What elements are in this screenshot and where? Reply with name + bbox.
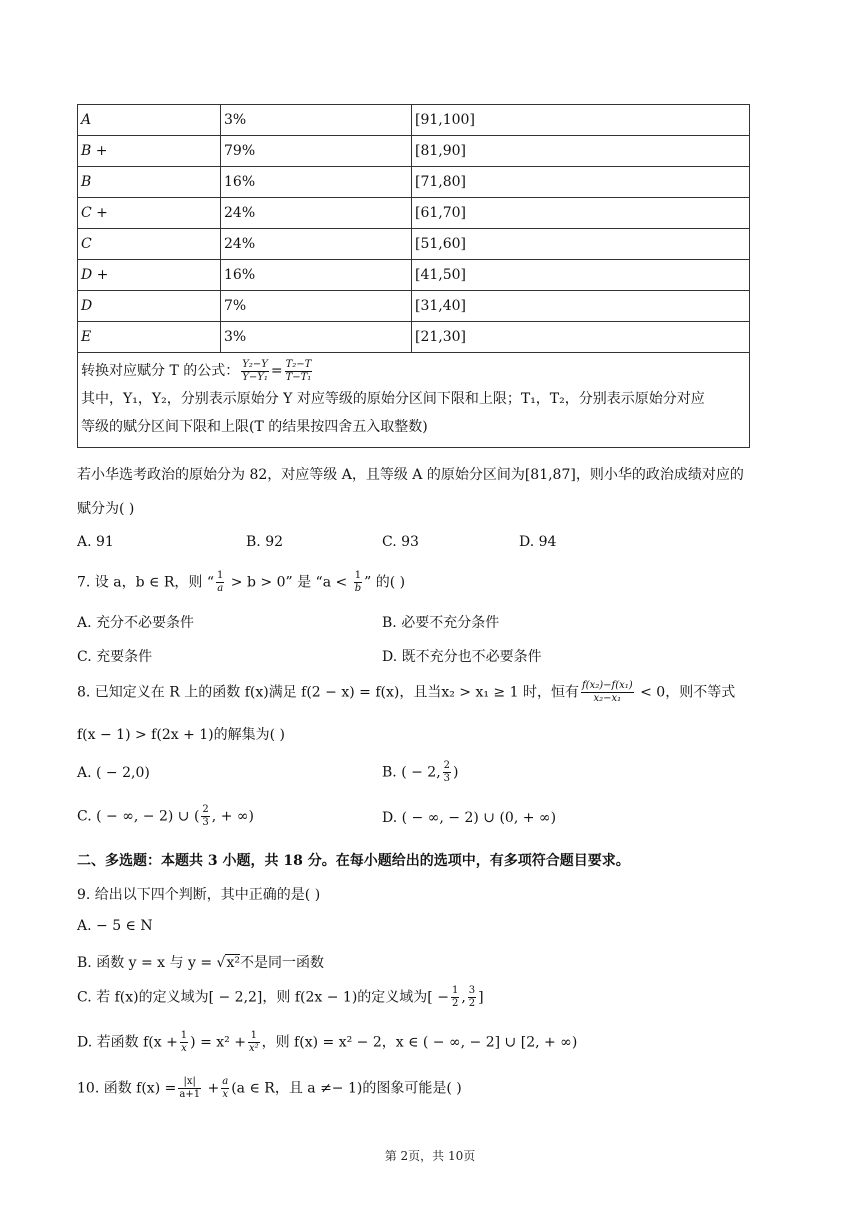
formula-fraction-left-den: Y−Y₁ bbox=[242, 371, 268, 383]
q9-option-d-f2-den: x² bbox=[248, 1043, 259, 1054]
q7-option-b: B. 必要不充分条件 bbox=[382, 615, 500, 631]
formula-fraction-right bbox=[285, 359, 313, 384]
q8-option-b-post: ) bbox=[453, 764, 459, 781]
q9-option-b-pre: B. 函数 y = x 与 y = √ bbox=[77, 955, 226, 971]
q8-option-c-post: , + ∞) bbox=[211, 808, 255, 825]
note-line-1: 其中，Y₁，Y₂，分别表示原始分 Y 对应等级的原始分区间下限和上限；T₁，T₂，分别表示原始分对应 bbox=[81, 391, 705, 407]
q9-option-c bbox=[77, 985, 484, 1010]
q9-option-d-f2-num: 1 bbox=[248, 1030, 260, 1043]
range-cell: [21,30] bbox=[412, 322, 750, 353]
ratio-cell: 16% bbox=[221, 167, 412, 198]
table-row bbox=[78, 260, 750, 291]
q8-option-c-num: 2 bbox=[202, 804, 209, 815]
ratio-cell: 79% bbox=[221, 136, 412, 167]
q10-stem-post: (a ∈ R，且 a ≠− 1)的图象可能是( ) bbox=[231, 1080, 462, 1097]
grade-cell: B bbox=[78, 167, 221, 198]
q10-stem bbox=[77, 1076, 462, 1101]
q10-fraction-1 bbox=[178, 1076, 201, 1101]
q7-option-a: A. 充分不必要条件 bbox=[77, 615, 195, 631]
q8-option-b-pre: B. ( − 2, bbox=[382, 764, 441, 781]
q9-option-c-mid: , bbox=[461, 989, 466, 1006]
q8-option-c-fraction bbox=[201, 804, 209, 829]
formula-prefix: 转换对应赋分 T 的公式： bbox=[81, 363, 240, 379]
formula-fraction-left-num: Y₂−Y bbox=[242, 358, 268, 370]
table-row bbox=[78, 229, 750, 260]
grade-cell: A bbox=[78, 105, 221, 136]
q9-option-d bbox=[77, 1030, 577, 1055]
formula-fraction-right-den: T−T₁ bbox=[285, 371, 312, 383]
ratio-cell: 16% bbox=[221, 260, 412, 291]
q9-option-c-post: ] bbox=[478, 989, 484, 1006]
grade-cell: C + bbox=[78, 198, 221, 229]
q6-option-c: C. 93 bbox=[382, 534, 419, 550]
q8-stem-line2: f(x − 1) > f(2x + 1)的解集为( ) bbox=[77, 727, 285, 743]
q9-option-d-f1-num: 1 bbox=[180, 1030, 188, 1041]
ratio-cell: 24% bbox=[221, 198, 412, 229]
q9-option-c-f2-num: 3 bbox=[468, 985, 476, 996]
q8-fraction bbox=[581, 680, 634, 705]
range-cell: [31,40] bbox=[412, 291, 750, 322]
q9-option-c-f1-num: 1 bbox=[451, 985, 459, 996]
q7-fraction-1 bbox=[216, 570, 224, 595]
q7-stem-part3: ” 的( ) bbox=[364, 574, 406, 591]
q10-f1-num: |x| bbox=[178, 1076, 201, 1089]
grade-cell: D bbox=[78, 291, 221, 322]
grade-cell: D + bbox=[78, 260, 221, 291]
q6-option-a: A. 91 bbox=[77, 534, 114, 550]
q10-f2-den: x bbox=[222, 1089, 229, 1100]
q8-fraction-num: f(x₂)−f(x₁) bbox=[581, 680, 633, 691]
range-cell: [81,90] bbox=[412, 136, 750, 167]
q8-option-b-den: 3 bbox=[443, 773, 451, 784]
range-cell: [91,100] bbox=[412, 105, 750, 136]
q8-option-b-num: 2 bbox=[443, 760, 451, 771]
q9-option-b bbox=[77, 952, 324, 972]
ratio-cell: 3% bbox=[221, 322, 412, 353]
q10-f2-num: a bbox=[222, 1076, 229, 1087]
q9-option-d-f1-den: x bbox=[181, 1043, 187, 1054]
q8-option-c-pre: C. ( − ∞, − 2) ∪ ( bbox=[77, 808, 200, 825]
q9-option-c-f1-den: 2 bbox=[451, 998, 459, 1009]
q8-option-d: D. ( − ∞, − 2) ∪ (0, + ∞) bbox=[382, 810, 557, 826]
q7-stem-part2: > b > 0” 是 “a < bbox=[226, 574, 352, 591]
q7-fraction-2-den: b bbox=[354, 583, 362, 594]
table-row bbox=[78, 167, 750, 198]
q10-stem-pre: 10. 函数 f(x) = bbox=[77, 1080, 177, 1097]
page-footer: 第 2页，共 10页 bbox=[384, 1149, 476, 1163]
q7-stem-part1: 7. 设 a，b ∈ R，则 “ bbox=[77, 574, 214, 591]
q9-option-d-pre: D. 若函数 f(x + bbox=[77, 1034, 178, 1051]
q8-stem-part1: 8. 已知定义在 R 上的函数 f(x)满足 f(2 − x) = f(x)，且当x₂ > x₁ ≥ 1 时，恒有 bbox=[77, 684, 579, 701]
range-cell: [41,50] bbox=[412, 260, 750, 291]
table-row bbox=[78, 322, 750, 353]
q9-option-c-fraction-2 bbox=[468, 985, 476, 1010]
q7-option-d: D. 既不充分也不必要条件 bbox=[382, 649, 542, 665]
q6-stem-line2: 赋分为( ) bbox=[77, 501, 135, 517]
q8-stem-line1 bbox=[77, 680, 735, 705]
q9-option-d-fraction-2 bbox=[248, 1030, 260, 1055]
formula-row bbox=[78, 353, 750, 448]
q6-stem-line1: 若小华选考政治的原始分为 82，对应等级 A，且等级 A 的原始分区间为[81,87]，则小华的政治成绩对应的 bbox=[77, 467, 744, 483]
formula-fraction-right-num: T₂−T bbox=[285, 358, 312, 370]
q10-fraction-2 bbox=[221, 1076, 229, 1101]
ratio-cell: 3% bbox=[221, 105, 412, 136]
formula-fraction-left bbox=[241, 359, 269, 384]
q7-fraction-2-num: 1 bbox=[354, 570, 362, 581]
q10-f1-den: a+1 bbox=[179, 1089, 201, 1100]
section-2-heading: 二、多选题：本题共 3 小题，共 18 分。在每小题给出的选项中，有多项符合题目要求。 bbox=[77, 853, 630, 869]
table-row bbox=[78, 105, 750, 136]
grade-cell: B + bbox=[78, 136, 221, 167]
q9-option-b-post: 不是同一函数 bbox=[239, 955, 324, 971]
table-row bbox=[78, 136, 750, 167]
q8-stem-part2: < 0，则不等式 bbox=[635, 684, 736, 701]
q9-option-c-fraction-1 bbox=[451, 985, 459, 1010]
q9-option-d-post: ，则 f(x) = x² − 2，x ∈ ( − ∞, − 2] ∪ [2, + ∞) bbox=[261, 1034, 578, 1051]
q9-option-c-pre: C. 若 f(x)的定义域为[ − 2,2]，则 f(2x − 1)的定义域为[ − bbox=[77, 989, 449, 1006]
range-cell: [61,70] bbox=[412, 198, 750, 229]
q6-option-b: B. 92 bbox=[246, 534, 284, 550]
q9-option-a: A. − 5 ∈ N bbox=[77, 918, 153, 934]
q9-option-b-radicand: x² bbox=[226, 955, 240, 971]
q9-option-d-mid: ) = x² + bbox=[190, 1034, 246, 1051]
q7-fraction-1-den: a bbox=[217, 583, 224, 594]
grade-cell: E bbox=[78, 322, 221, 353]
q7-option-c: C. 充要条件 bbox=[77, 649, 153, 665]
table-row bbox=[78, 198, 750, 229]
q7-fraction-1-num: 1 bbox=[216, 570, 224, 581]
table-row bbox=[78, 291, 750, 322]
q8-fraction-den: x₂−x₁ bbox=[593, 693, 622, 704]
formula-note bbox=[78, 353, 750, 448]
ratio-cell: 24% bbox=[221, 229, 412, 260]
q8-option-c-den: 3 bbox=[202, 817, 209, 828]
q10-stem-mid: + bbox=[203, 1080, 220, 1097]
q9-option-d-fraction-1 bbox=[180, 1030, 188, 1055]
q8-option-b bbox=[382, 760, 458, 785]
q9-option-c-f2-den: 2 bbox=[468, 998, 476, 1009]
grade-conversion-table bbox=[77, 104, 750, 448]
q7-fraction-2 bbox=[354, 570, 362, 595]
ratio-cell: 7% bbox=[221, 291, 412, 322]
q8-option-c bbox=[77, 804, 254, 829]
range-cell: [51,60] bbox=[412, 229, 750, 260]
q8-option-a: A. ( − 2,0) bbox=[77, 765, 150, 781]
range-cell: [71,80] bbox=[412, 167, 750, 198]
q9-stem: 9. 给出以下四个判断，其中正确的是( ) bbox=[77, 887, 321, 903]
q8-option-b-fraction bbox=[443, 760, 451, 785]
q7-stem bbox=[77, 570, 405, 595]
q6-option-d: D. 94 bbox=[519, 534, 557, 550]
formula-equals: = bbox=[270, 363, 283, 379]
grade-cell: C bbox=[78, 229, 221, 260]
note-line-2: 等级的赋分区间下限和上限(T 的结果按四舍五入取整数) bbox=[81, 419, 428, 435]
